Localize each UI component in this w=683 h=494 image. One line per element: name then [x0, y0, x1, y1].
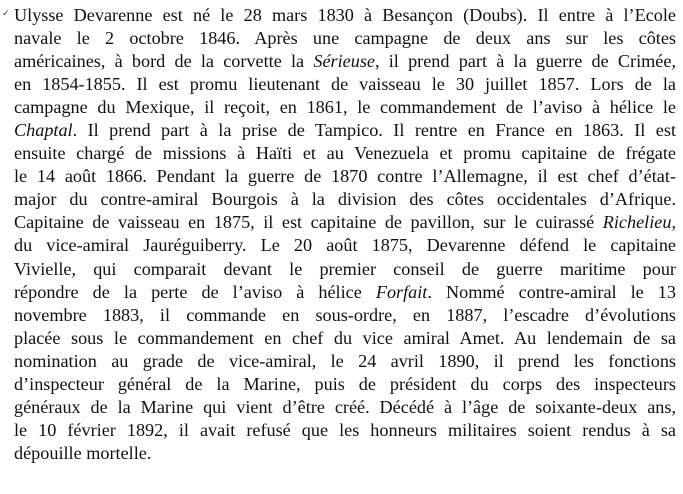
- ship-name-serieuse: Sérieuse: [313, 51, 375, 72]
- text-line: américaines, à bord de la corvette la Sérieuse, il prend part à la guerre de Crimée,: [14, 51, 676, 72]
- text-line: placée sous le commandement en chef du vice amiral Amet. Au lendemain de sa: [14, 327, 676, 348]
- text-line: généraux de la Marine qui vient d’être créé. Décédé à l’âge de soixante-deux ans,: [14, 396, 676, 417]
- ship-name-forfait: Forfait: [375, 281, 428, 302]
- text-line: navale le 2 octobre 1846. Après une campagne de deux ans sur les côtes: [14, 28, 676, 49]
- text-line: ensuite chargé de missions à Haïti et au Venezuela et promu capitaine de frégate: [14, 143, 676, 164]
- biography-paragraph: [14, 4, 676, 465]
- text-line: Chaptal. Il prend part à la prise de Tampico. Il rentre en France en 1863. Il est: [14, 120, 676, 141]
- text-line: novembre 1883, il commande en sous-ordre, en 1887, l’escadre d’évolutions: [14, 304, 676, 325]
- text-line: dépouille mortelle.: [14, 442, 152, 463]
- text-line: campagne du Mexique, il reçoit, en 1861, le commandement de l’aviso à hélice le: [14, 97, 676, 118]
- text-line: le 14 août 1866. Pendant la guerre de 1870 contre l’Allemagne, il est chef d’état-: [14, 166, 676, 187]
- text-line: major du contre-amiral Bourgois à la division des côtes occidentales d’Afrique.: [14, 189, 676, 210]
- ship-name-chaptal: Chaptal: [14, 120, 73, 141]
- text-line: Ulysse Devarenne est né le 28 mars 1830 à Besançon (Doubs). Il entre à l’Ecole: [14, 5, 676, 25]
- text-line: répondre de la perte de l’aviso à hélice Forfait. Nommé contre-amiral le 13: [14, 281, 676, 302]
- text-line: d’inspecteur général de la Marine, puis de président du corps des inspecteurs: [14, 373, 676, 394]
- ship-name-richelieu: Richelieu: [602, 212, 672, 233]
- checkmark-bullet-icon: ✓: [2, 9, 10, 19]
- text-line: Capitaine de vaisseau en 1875, il est capitaine de pavillon, sur le cuirassé Richelieu,: [14, 212, 676, 233]
- text-line: du vice-amiral Jauréguiberry. Le 20 août 1875, Devarenne défend le capitaine: [14, 235, 676, 256]
- text-line: le 10 février 1892, il avait refusé que les honneurs militaires soient rendus à sa: [14, 419, 676, 440]
- text-line: nomination au grade de vice-amiral, le 24 avril 1890, il prend les fonctions: [14, 350, 676, 371]
- text-line: en 1854-1855. Il est promu lieutenant de vaisseau le 30 juillet 1857. Lors de la: [14, 74, 676, 95]
- text-line: Vivielle, qui comparait devant le premier conseil de guerre maritime pour: [14, 258, 676, 279]
